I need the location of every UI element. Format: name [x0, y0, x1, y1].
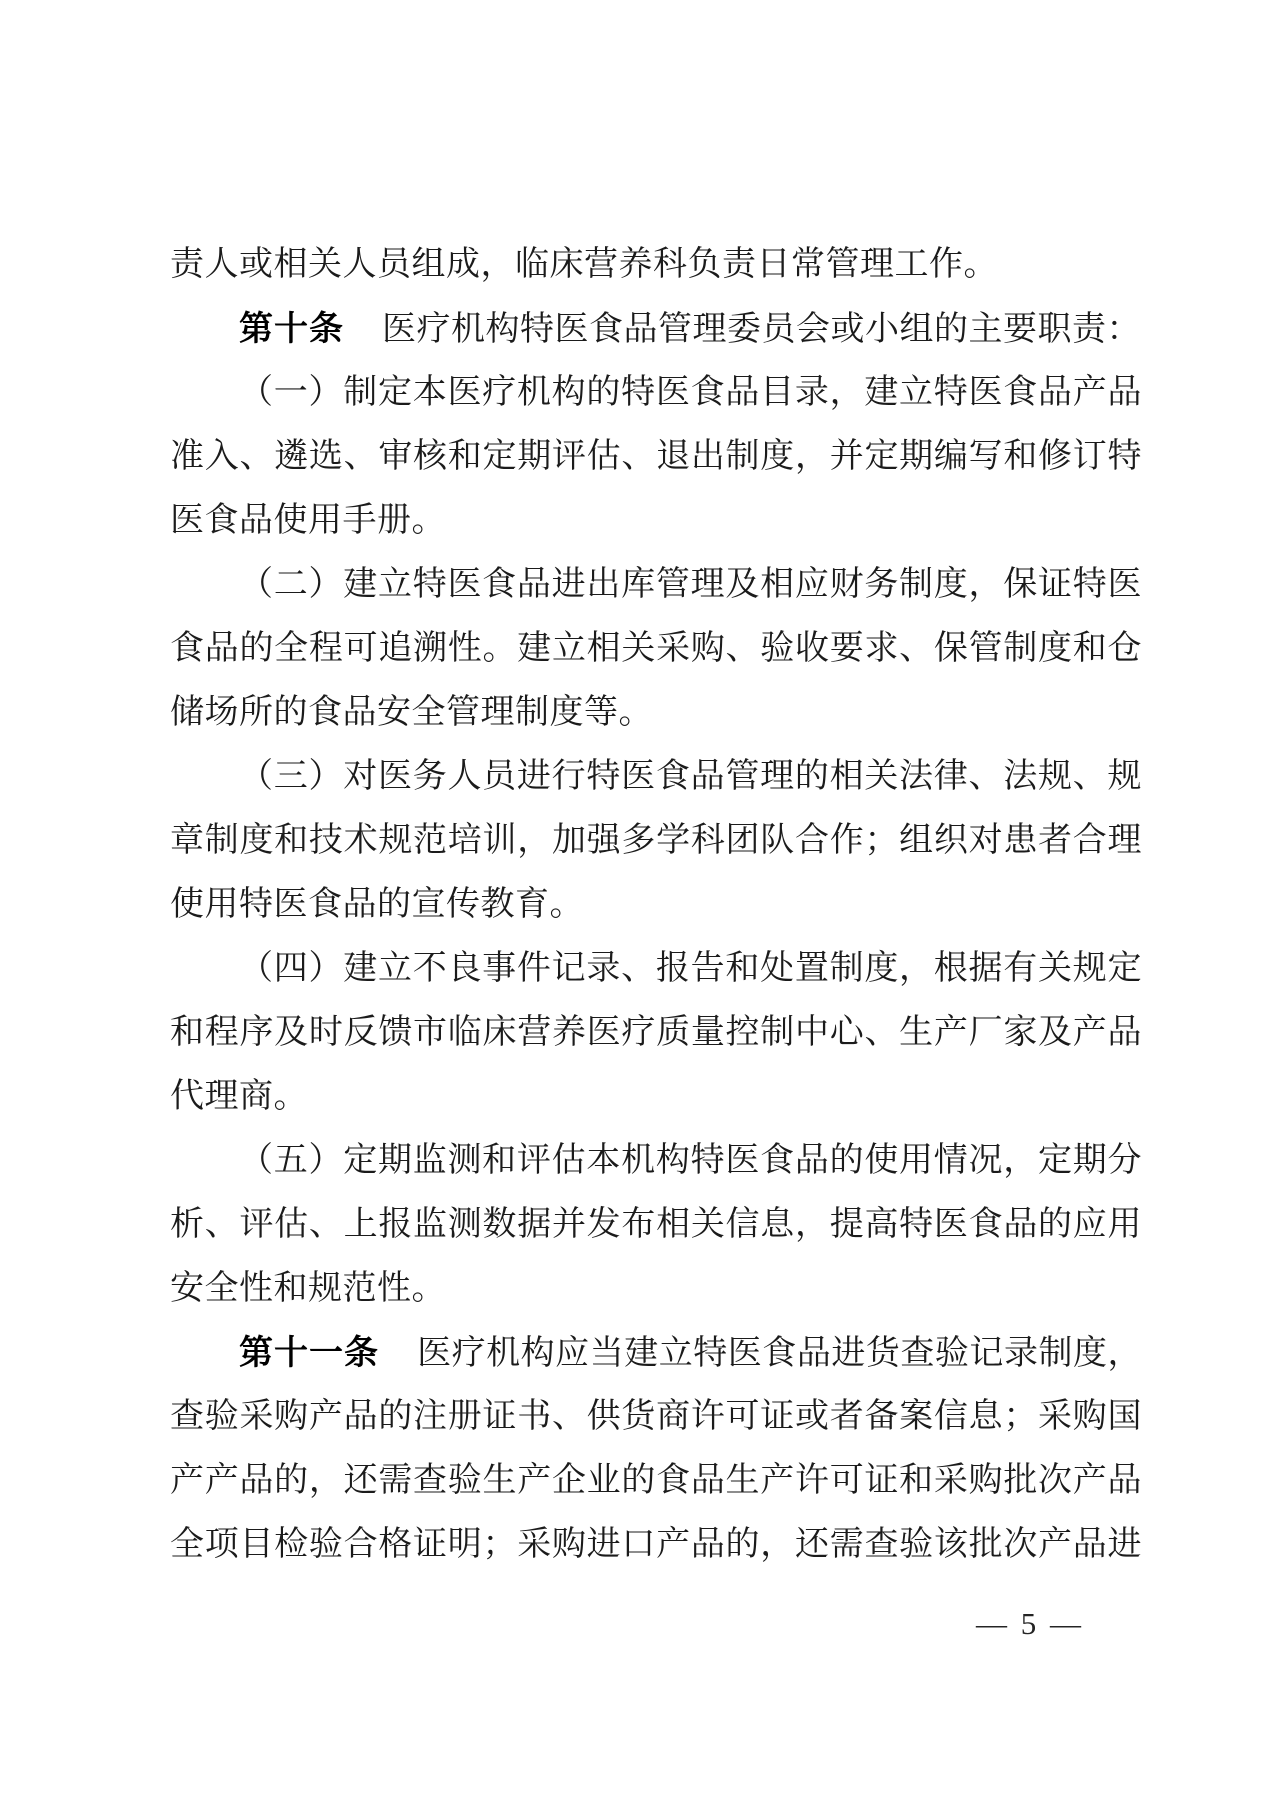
text-line: （五）定期监测和评估本机构特医食品的使用情况，定期分	[239, 1142, 1142, 1179]
article-10-item-1	[170, 361, 1142, 553]
article-10	[170, 297, 1142, 361]
para-continuation	[170, 233, 1142, 297]
text-line: 代理商。	[170, 1078, 308, 1115]
article-number-label: 第十条	[239, 310, 344, 348]
text-line: 安全性和规范性。	[170, 1270, 446, 1307]
text-line: （四）建立不良事件记录、报告和处置制度，根据有关规定	[239, 950, 1142, 987]
text-line: （二）建立特医食品进出库管理及相应财务制度，保证特医	[239, 566, 1142, 603]
text-line: （一）制定本医疗机构的特医食品目录，建立特医食品产品	[239, 374, 1142, 411]
text-line: 全项目检验合格证明；采购进口产品的，还需查验该批次产品进	[170, 1526, 1142, 1563]
text-line: 查验采购产品的注册证书、供货商许可证或者备案信息；采购国	[170, 1398, 1142, 1435]
article-number-label: 第十一条	[239, 1334, 380, 1372]
text-line: （三）对医务人员进行特医食品管理的相关法律、法规、规	[239, 758, 1142, 795]
text-line: 准入、遴选、审核和定期评估、退出制度，并定期编写和修订特	[170, 438, 1142, 475]
text-line: 医食品使用手册。	[170, 502, 446, 539]
text-block	[170, 233, 1142, 1577]
text-line: 和程序及时反馈市临床营养医疗质量控制中心、生产厂家及产品	[170, 1014, 1142, 1051]
article-10-item-4	[170, 937, 1142, 1129]
text-line: 第十一条 医疗机构应当建立特医食品进货查验记录制度，	[239, 1334, 1142, 1372]
text-line: 储场所的食品安全管理制度等。	[170, 694, 653, 731]
article-10-item-5	[170, 1129, 1142, 1321]
article-10-item-2	[170, 553, 1142, 745]
text-line: 食品的全程可追溯性。建立相关采购、验收要求、保管制度和仓	[170, 630, 1142, 667]
text-line: 产产品的，还需查验生产企业的食品生产许可证和采购批次产品	[170, 1462, 1142, 1499]
text-line: 析、评估、上报监测数据并发布相关信息，提高特医食品的应用	[170, 1206, 1142, 1243]
text-line: 使用特医食品的宣传教育。	[170, 886, 584, 923]
text-line: 责人或相关人员组成，临床营养科负责日常管理工作。	[170, 246, 998, 283]
page-number: — 5 —	[976, 1606, 1084, 1641]
text-line: 第十条 医疗机构特医食品管理委员会或小组的主要职责：	[239, 310, 1141, 348]
text-line: 章制度和技术规范培训，加强多学科团队合作；组织对患者合理	[170, 822, 1142, 859]
article-10-item-3	[170, 745, 1142, 937]
article-11	[170, 1321, 1142, 1577]
